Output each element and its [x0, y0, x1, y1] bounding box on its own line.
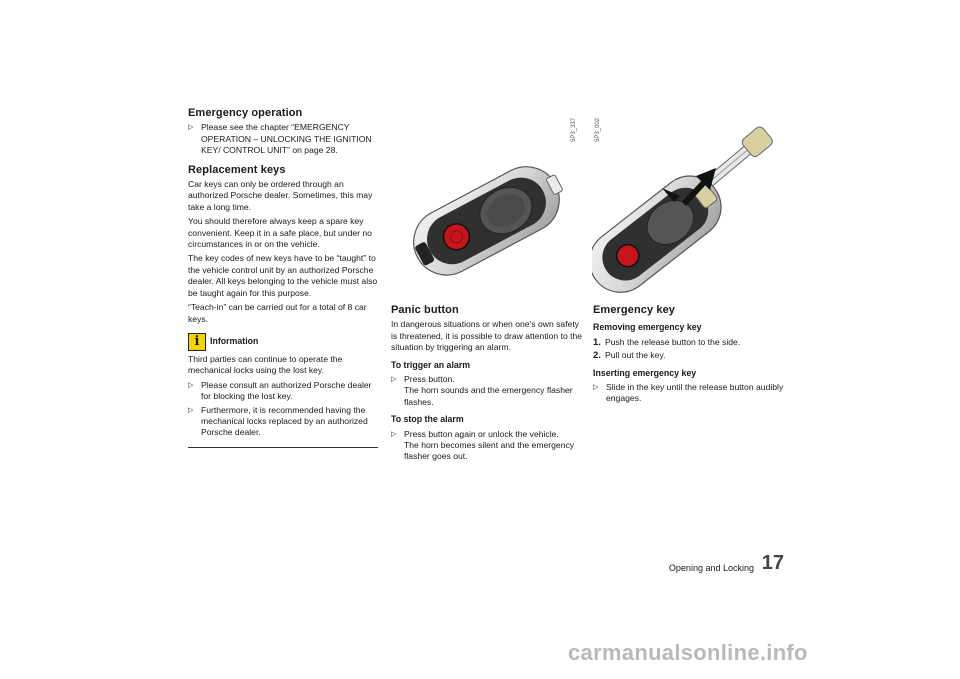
triangle-bullet-icon: ▷	[593, 384, 599, 392]
list-item: ▷ Press button. The horn sounds and the emergency flasher flashes.	[391, 374, 573, 407]
information-box	[188, 333, 378, 448]
list-item: ▷ Press button again or unlock the vehicle. The horn becomes silent and the emergency flasher goes out.	[391, 428, 575, 462]
subheading-trigger-alarm: To trigger an alarm	[391, 359, 471, 370]
page-number: 17	[761, 552, 784, 574]
column-middle	[391, 305, 583, 465]
paragraph: “Teach-in” can be carried out for a total of 8 car keys.	[188, 302, 367, 324]
paragraph: Car keys can only be ordered through an authorized Porsche dealer. Sometimes, this may take a long time.	[188, 179, 373, 212]
subheading-removing-key: Removing emergency key	[593, 322, 702, 333]
list-item: 1. Push the release button to the side.	[593, 336, 741, 348]
figure-code: 5P3_002	[595, 117, 601, 142]
triangle-bullet-icon: ▷	[188, 406, 194, 414]
triangle-bullet-icon: ▷	[391, 430, 397, 438]
emergency-key-figure	[592, 118, 782, 300]
subheading-stop-alarm: To stop the alarm	[391, 414, 464, 425]
information-header: i Information	[188, 333, 378, 351]
list-item: ▷ Slide in the key until the release button audibly engages.	[593, 382, 784, 404]
subheading-inserting-key: Inserting emergency key	[593, 367, 697, 378]
column-left	[188, 108, 380, 448]
list-item: 2. Pull out the key.	[593, 350, 666, 362]
triangle-bullet-icon: ▷	[188, 381, 194, 389]
heading-emergency-key: Emergency key	[593, 304, 676, 316]
paragraph: The key codes of new keys have to be “taught” to the vehicle control unit by an authorized Porsche dealer. All keys belonging to the vehicle must also be taught again for this purpose.	[188, 253, 378, 298]
watermark: carmanualsonline.info	[568, 640, 808, 665]
info-icon: i	[188, 333, 206, 351]
column-right	[593, 305, 785, 407]
list-item: ▷ Please consult an authorized Porsche dealer for blocking the lost key.	[188, 379, 372, 402]
list-item: ▷ Please see the chapter “EMERGENCY OPERATION – UNLOCKING THE IGNITION KEY/ CONTROL UNIT” on page 28.	[188, 122, 372, 156]
heading-replacement-keys: Replacement keys	[188, 163, 286, 176]
triangle-bullet-icon: ▷	[188, 124, 194, 132]
key-fob-panic-figure	[400, 150, 572, 290]
figure-code: 5P3_337	[571, 117, 577, 142]
list-item: ▷ Furthermore, it is recommended having the mechanical locks replaced by an authorized Porsche dealer.	[188, 404, 368, 438]
footer-section-title: Opening and Locking	[668, 563, 754, 573]
paragraph: In dangerous situations or when one’s own safety is threatened, it is possible to draw attention to the situation by triggering an alarm.	[391, 319, 583, 353]
heading-panic-button: Panic button	[391, 304, 459, 316]
heading-emergency-operation: Emergency operation	[188, 107, 303, 119]
paragraph: You should therefore always keep a spare key convenient. Keep it in a safe place, but under no circumstances in or on the vehicle.	[188, 216, 372, 250]
triangle-bullet-icon: ▷	[391, 376, 397, 384]
paragraph: Third parties can continue to operate the mechanical locks using the lost key.	[188, 353, 343, 376]
